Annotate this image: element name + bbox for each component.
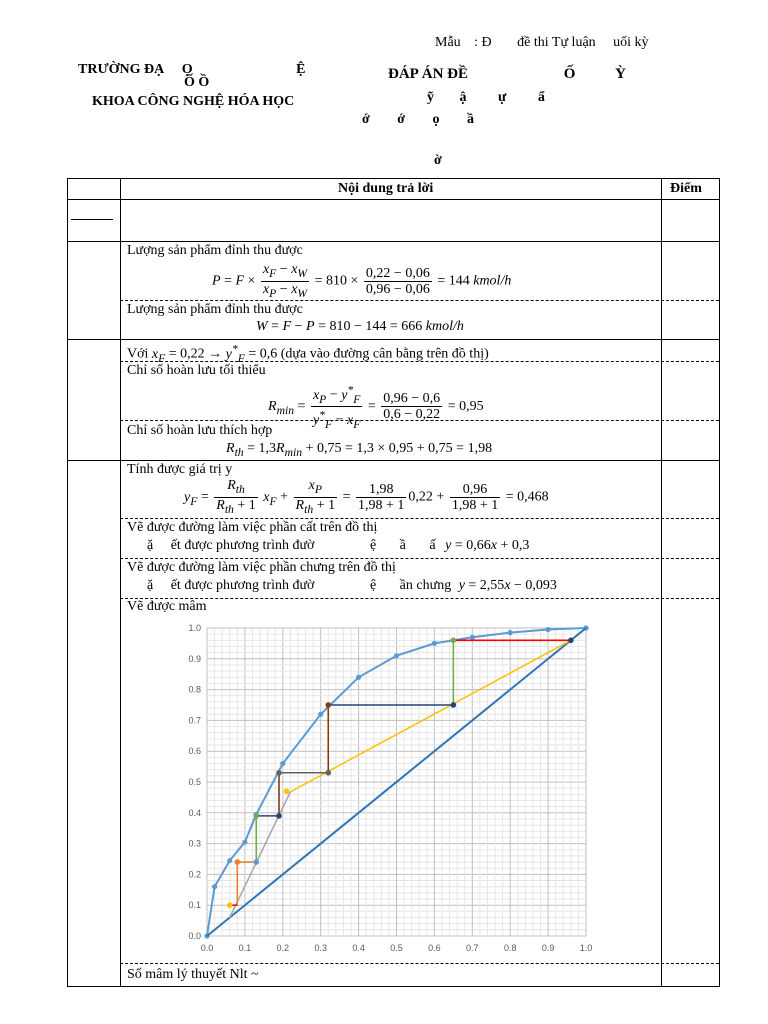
row3: Với $x_F = 0,22 \to y^*_F = 0,6$ (dựa vào đường cân bằng trên đồ thị) xyxy=(127,342,489,365)
x-tick-label: 0.0 xyxy=(200,943,214,953)
step-marker xyxy=(568,638,574,644)
r7e: ấ xyxy=(429,538,436,553)
sub2-b: ớ xyxy=(397,112,406,127)
equilibrium-point xyxy=(356,675,361,680)
step-marker xyxy=(227,902,233,908)
form-code: : Đ xyxy=(474,35,492,50)
step-marker xyxy=(235,859,241,865)
equilibrium-point xyxy=(508,630,513,635)
row1-title: Lượng sản phẩm đỉnh thu được xyxy=(127,243,303,258)
header-content: Nội dung trả lời xyxy=(338,181,434,196)
form-suffix: uối kỳ xyxy=(613,35,649,50)
sub2-c: ọ xyxy=(432,112,440,127)
y-tick-label: 0.0 xyxy=(188,931,201,941)
answer-title-a: ĐÁP ÁN ĐỀ xyxy=(388,66,469,82)
r8a: ặ xyxy=(147,578,154,593)
x-tick-label: 0.7 xyxy=(466,943,479,953)
x-tick-label: 0.8 xyxy=(503,943,517,953)
y-tick-label: 0.9 xyxy=(188,653,201,664)
eq4: $R_{min}$ = $\frac{x_P - y^*_F}{y^*_F - x_F}$ = $\frac{0,96 - 0,6}{0,6 - 0,22}$ = 0,95 xyxy=(268,383,484,431)
r7b: ết được phương trình đườ xyxy=(170,538,315,553)
x-tick-label: 1.0 xyxy=(579,943,593,953)
step-marker xyxy=(451,638,457,644)
subtitle-line-1 xyxy=(427,90,545,106)
y-tick-label: 0.8 xyxy=(188,684,201,695)
row6-title: Tính được giá trị y xyxy=(127,462,233,477)
series-rectifying xyxy=(290,640,570,792)
subtitle-line-2 xyxy=(362,112,474,128)
equilibrium-point xyxy=(470,635,475,640)
x-tick-label: 0.4 xyxy=(352,943,365,953)
equilibrium-point xyxy=(212,884,217,889)
sub3: ờ xyxy=(434,153,442,168)
row7-title: Vẽ được đường làm việc phần cất trên đồ thị xyxy=(127,520,378,535)
step-marker xyxy=(325,702,331,708)
equilibrium-point xyxy=(318,712,323,717)
school-c: Ệ xyxy=(296,62,306,77)
school-a: TRƯỜNG ĐẠ xyxy=(78,62,165,77)
answer-title-b: Ố Ỳ xyxy=(563,66,645,82)
eq5: $R_{th} = 1,3R_{min} + 0,75 = 1,3 \times 0,95 + 0,75 = 1,98$ xyxy=(226,441,493,459)
faculty-name: KHOA CÔNG NGHỆ HÓA HỌC xyxy=(92,94,295,109)
row8-sub: ặ ết được phương trình đườ ệ ần chưng y = 2,55x − 0,093 xyxy=(147,578,557,593)
y-tick-label: 0.7 xyxy=(188,715,201,726)
sub-a: ỹ xyxy=(427,90,434,105)
step-marker xyxy=(276,813,282,819)
row3-prefix: Với xyxy=(127,346,149,362)
r7d: ầ xyxy=(399,538,406,553)
r8b: ết được phương trình đườ xyxy=(170,578,315,593)
x-tick-label: 0.5 xyxy=(390,943,403,953)
x-tick-label: 0.2 xyxy=(276,943,290,953)
x-tick-label: 0.9 xyxy=(541,943,555,953)
equilibrium-point xyxy=(227,858,232,863)
r7a: ặ xyxy=(147,538,154,553)
equilibrium-point xyxy=(242,839,247,844)
school-b: Ọ xyxy=(181,62,193,77)
school-d: Ố Ồ xyxy=(184,75,210,90)
sub2-a: ớ xyxy=(362,112,370,127)
row4-title: Chỉ số hoàn lưu tối thiểu xyxy=(127,363,266,378)
y-tick-label: 0.6 xyxy=(188,746,201,757)
step-marker xyxy=(284,788,290,794)
x-tick-label: 0.1 xyxy=(238,943,252,953)
row7-sub: ặ ết được phương trình đườ ệ ầ ấ y = 0,66x + 0,3 xyxy=(147,538,530,553)
row2-title: Lượng sản phẩm đỉnh thu được xyxy=(127,302,303,317)
y-tick-label: 0.2 xyxy=(188,869,201,880)
y-tick-label: 0.1 xyxy=(188,900,201,911)
sub2-d: ầ xyxy=(467,112,475,127)
sub-b: ậ xyxy=(459,90,467,105)
row9-title: Vẽ được mâm xyxy=(127,599,207,614)
row3-text: (dựa vào đường cân bằng trên đồ thị) xyxy=(280,346,489,362)
step-marker xyxy=(253,859,259,865)
step-marker xyxy=(325,770,331,776)
row10-title: Số mâm lý thuyết Nlt ~ xyxy=(127,967,259,982)
y-tick-label: 0.4 xyxy=(188,807,201,818)
form-label xyxy=(435,35,649,51)
equilibrium-point xyxy=(394,653,399,658)
y-tick-label: 0.3 xyxy=(188,838,201,849)
equilibrium-point xyxy=(546,627,551,632)
r8d: ần chưng xyxy=(399,578,452,593)
step-marker xyxy=(253,813,259,819)
r7c: ệ xyxy=(369,538,377,553)
mccabe-thiele-chart xyxy=(180,618,600,958)
step-marker xyxy=(276,770,282,776)
x-tick-label: 0.3 xyxy=(314,943,327,953)
r8c: ệ xyxy=(369,578,377,593)
sub-c: ự xyxy=(498,90,507,105)
row8-title: Vẽ được đường làm việc phần chưng trên đồ thị xyxy=(127,560,396,575)
answer-title xyxy=(388,66,644,83)
step-marker xyxy=(451,702,457,708)
y-tick-label: 0.5 xyxy=(188,777,201,787)
y-tick-label: 1.0 xyxy=(188,623,201,633)
form-title: đề thi Tự luận xyxy=(517,35,596,50)
row5-title: Chỉ số hoàn lưu thích hợp xyxy=(127,423,273,438)
eq6: $y_F$ = $\frac{R_{th}}{R_{th} + 1}$ $x_F$ + $\frac{x_P}{R_{th} + 1}$ = $\frac{1,98}{1,98 + 1}$ 0,22 + $\frac{0,96}{1,98 + 1}$ = 0,468 xyxy=(184,478,549,516)
header-score: Điểm xyxy=(670,181,702,196)
eq1: P = F × $\frac{x_F - x_W}{x_P - x_W}$ = 810 × $\frac{0,22 - 0,06}{0,96 - 0,06}$ = 144 kmol/h xyxy=(212,262,512,300)
sub-d: ẩ xyxy=(537,90,545,105)
equilibrium-point xyxy=(432,641,437,646)
equilibrium-point xyxy=(280,761,285,766)
x-tick-label: 0.6 xyxy=(428,943,441,953)
eq2: W = F − P = 810 − 144 = 666 kmol/h xyxy=(256,319,464,334)
form-label-text: Mẫu xyxy=(435,35,461,50)
